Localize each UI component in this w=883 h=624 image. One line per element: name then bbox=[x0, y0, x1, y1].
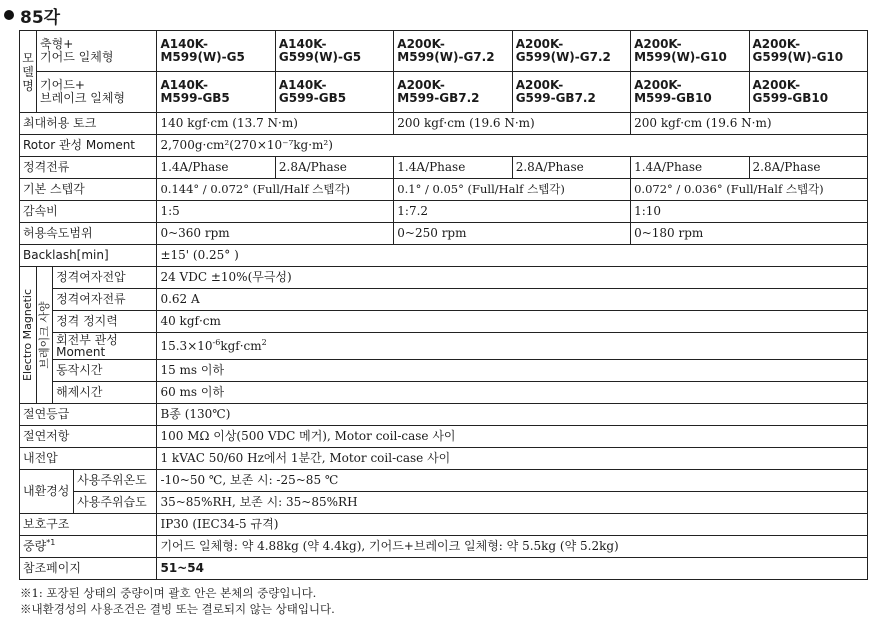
value-cell: 100 MΩ 이상(500 VDC 메거), Motor coil-case 사이 bbox=[157, 426, 868, 448]
value-cell: 200 kgf·cm (19.6 N·m) bbox=[394, 113, 631, 135]
model-cell: A140K- M599-GB5 bbox=[157, 72, 275, 113]
speed-range-row bbox=[20, 223, 868, 245]
max-torque-label: 최대허용 토크 bbox=[20, 113, 157, 135]
gear-ratio-row bbox=[20, 201, 868, 223]
brake-spec-label: 정격여자전압 bbox=[53, 267, 157, 289]
value-cell: 0.62 A bbox=[157, 289, 868, 311]
environment-row bbox=[20, 492, 868, 514]
value-cell: 2,700g·cm²(270×10⁻⁷kg·m²) bbox=[157, 135, 868, 157]
ref-page-value: 51~54 bbox=[157, 558, 868, 580]
section-title bbox=[4, 2, 60, 28]
model-cell: A140K- G599-GB5 bbox=[275, 72, 393, 113]
weight-row bbox=[20, 536, 868, 558]
environment-sub-label: 사용주위온도 bbox=[74, 470, 157, 492]
gear-ratio-label: 감속비 bbox=[20, 201, 157, 223]
max-torque-row bbox=[20, 113, 868, 135]
footnotes bbox=[20, 585, 335, 617]
dielectric-row bbox=[20, 448, 868, 470]
weight-label: 중량$^{*1}$ bbox=[20, 536, 157, 558]
model-row-brake bbox=[20, 72, 868, 113]
value-cell: 0.1° / 0.05° (Full/Half 스텝각) bbox=[394, 179, 631, 201]
rotor-inertia-label: Rotor 관성 Moment bbox=[20, 135, 157, 157]
value-cell: 0~360 rpm bbox=[157, 223, 394, 245]
ref-page-row bbox=[20, 558, 868, 580]
value-cell: 140 kgf·cm (13.7 N·m) bbox=[157, 113, 394, 135]
model-cell: A200K- G599-GB10 bbox=[749, 72, 868, 113]
value-cell: ±15' (0.25° ) bbox=[157, 245, 868, 267]
rated-current-label: 정격전류 bbox=[20, 157, 157, 179]
value-cell: -10~50 ℃, 보존 시: -25~85 ℃ bbox=[157, 470, 868, 492]
model-cell: A200K- M599(W)-G7.2 bbox=[394, 31, 512, 72]
insulation-resistance-label: 절연저항 bbox=[20, 426, 157, 448]
brake-row bbox=[20, 289, 868, 311]
footnote: ※내환경성의 사용조건은 결빙 또는 결로되지 않는 상태입니다. bbox=[20, 602, 335, 616]
spec-table bbox=[19, 30, 868, 580]
speed-range-label: 허용속도범위 bbox=[20, 223, 157, 245]
model-name-label: 모 델 명 bbox=[20, 31, 37, 113]
brake-row bbox=[20, 267, 868, 289]
environment-row bbox=[20, 470, 868, 492]
value-cell: 2.8A/Phase bbox=[749, 157, 868, 179]
brake-type-label: 기어드+ 브레이크 일체형 bbox=[37, 72, 157, 113]
value-cell: 0~180 rpm bbox=[631, 223, 868, 245]
value-cell: 35~85%RH, 보존 시: 35~85%RH bbox=[157, 492, 868, 514]
backlash-row bbox=[20, 245, 868, 267]
model-cell: A200K- G599(W)-G7.2 bbox=[512, 31, 630, 72]
bullet-icon bbox=[4, 10, 14, 20]
brake-spec-label: 해제시간 bbox=[53, 382, 157, 404]
section-title-text: 85각 bbox=[20, 7, 61, 28]
brake-group-label-en: Electro Magnetic bbox=[20, 267, 37, 404]
footnote: ※1: 포장된 상태의 중량이며 괄호 안은 본체의 중량입니다. bbox=[20, 586, 317, 600]
brake-row bbox=[20, 360, 868, 382]
value-cell: B종 (130℃) bbox=[157, 404, 868, 426]
insulation-resistance-row bbox=[20, 426, 868, 448]
brake-row bbox=[20, 382, 868, 404]
value-cell: 1:5 bbox=[157, 201, 394, 223]
footnote-mark: *1 bbox=[46, 538, 56, 547]
step-angle-row bbox=[20, 179, 868, 201]
value-cell: 0.072° / 0.036° (Full/Half 스텝각) bbox=[631, 179, 868, 201]
environment-sub-label: 사용주위습도 bbox=[74, 492, 157, 514]
model-cell: A200K- M599-GB10 bbox=[631, 72, 749, 113]
rotor-inertia-row bbox=[20, 135, 868, 157]
value-cell: 1:10 bbox=[631, 201, 868, 223]
brake-row bbox=[20, 311, 868, 333]
brake-group-label-ko: 브레이크 사양 bbox=[37, 267, 53, 404]
dielectric-label: 내전압 bbox=[20, 448, 157, 470]
value-cell: 24 VDC ±10%(무극성) bbox=[157, 267, 868, 289]
value-cell: 1.4A/Phase bbox=[394, 157, 512, 179]
step-angle-label: 기본 스텝각 bbox=[20, 179, 157, 201]
value-cell: 2.8A/Phase bbox=[275, 157, 393, 179]
brake-row bbox=[20, 333, 868, 360]
protection-row bbox=[20, 514, 868, 536]
model-cell: A200K- M599-GB7.2 bbox=[394, 72, 512, 113]
value-cell: 0~250 rpm bbox=[394, 223, 631, 245]
brake-spec-label: 정격 정지력 bbox=[53, 311, 157, 333]
value-cell: 1.4A/Phase bbox=[157, 157, 275, 179]
value-cell: 15 ms 이하 bbox=[157, 360, 868, 382]
value-cell: 기어드 일체형: 약 4.88kg (약 4.4kg), 기어드+브레이크 일체형: 약 5.5kg (약 5.2kg) bbox=[157, 536, 868, 558]
brake-spec-label: 정격여자전류 bbox=[53, 289, 157, 311]
environment-label: 내환경성 bbox=[20, 470, 74, 514]
model-cell: A140K- G599(W)-G5 bbox=[275, 31, 393, 72]
backlash-label: Backlash[min] bbox=[20, 245, 157, 267]
value-cell: $15.3\times 10^{-6}kgf\cdot cm^2$ bbox=[157, 333, 868, 360]
protection-label: 보호구조 bbox=[20, 514, 157, 536]
value-cell: 1:7.2 bbox=[394, 201, 631, 223]
model-cell: A200K- G599-GB7.2 bbox=[512, 72, 630, 113]
value-cell: 60 ms 이하 bbox=[157, 382, 868, 404]
brake-spec-label: 회전부 관성 Moment bbox=[53, 333, 157, 360]
value-cell: IP30 (IEC34-5 규격) bbox=[157, 514, 868, 536]
brake-spec-label: 동작시간 bbox=[53, 360, 157, 382]
model-cell: A200K- G599(W)-G10 bbox=[749, 31, 868, 72]
insulation-class-label: 절연등급 bbox=[20, 404, 157, 426]
value-cell: 40 kgf·cm bbox=[157, 311, 868, 333]
rated-current-row bbox=[20, 157, 868, 179]
value-cell: 1.4A/Phase bbox=[631, 157, 749, 179]
value-cell: 0.144° / 0.072° (Full/Half 스텝각) bbox=[157, 179, 394, 201]
value-cell: 1 kVAC 50/60 Hz에서 1분간, Motor coil-case 사이 bbox=[157, 448, 868, 470]
value-cell: 200 kgf·cm (19.6 N·m) bbox=[631, 113, 868, 135]
geared-type-label: 축형+ 기어드 일체형 bbox=[37, 31, 157, 72]
insulation-class-row bbox=[20, 404, 868, 426]
model-row-geared bbox=[20, 31, 868, 72]
value-cell: 2.8A/Phase bbox=[512, 157, 630, 179]
model-cell: A140K- M599(W)-G5 bbox=[157, 31, 275, 72]
ref-page-label: 참조페이지 bbox=[20, 558, 157, 580]
model-cell: A200K- M599(W)-G10 bbox=[631, 31, 749, 72]
